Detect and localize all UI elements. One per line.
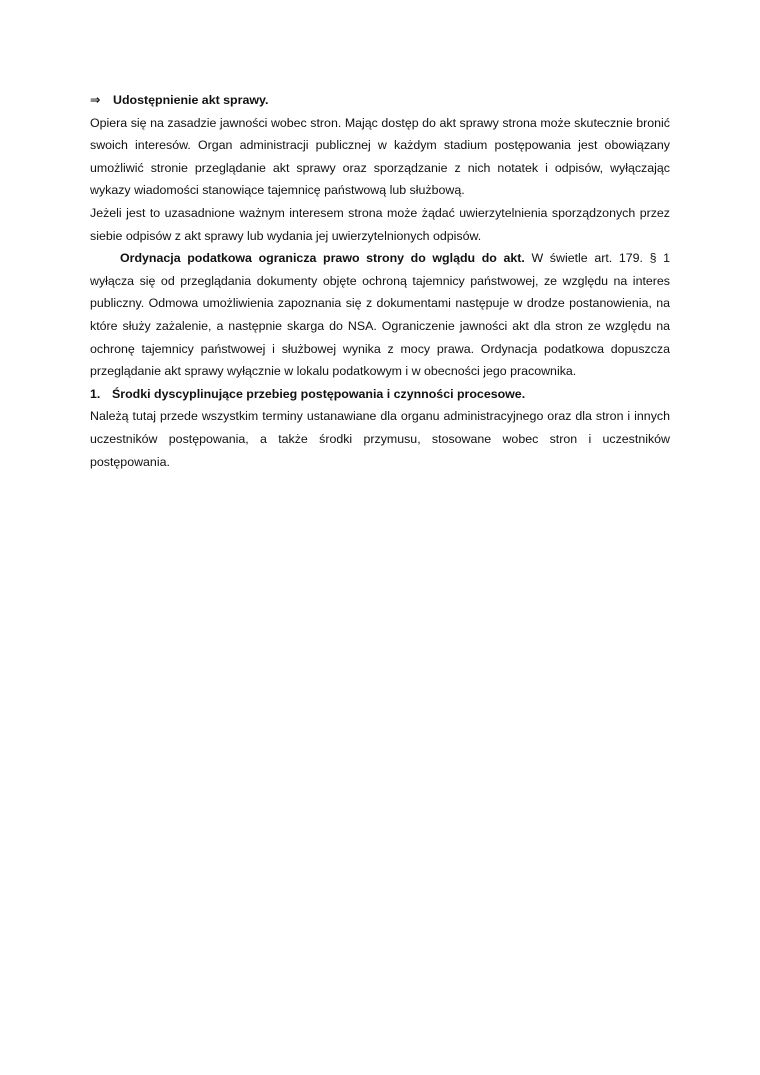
section-title: Udostępnienie akt sprawy. [113,93,269,107]
paragraph-tax-ordinance [90,247,670,383]
paragraph-text: W świetle art. 179. § 1 wyłącza się od przeglądania dokumenty objęte ochroną tajemnicy państwowej, ze względu na interes publiczny. Odmowa umożliwienia zapoznania się z dokumentami następuje w drodze postanowienia, na które służy zażalenie, a następnie skarga do NSA. Ograniczenie jawności akt dla stron ze względu na ochronę tajemnicy państwowej i służbowej wynika z mocy prawa. Ordynacja podatkowa dopuszcza przeglądanie akt sprawy wyłącznie w lokalu podatkowym i w obecności jego pracownika. [90,251,671,379]
section-number: 1. [90,386,101,401]
paragraph-certification: Jeżeli jest to uzasadnione ważnym interesem strona może żądać uwierzytelnienia sporządzonych przez siebie odpisów z akt sprawy lub wydania jej uwierzytelnionych odpisów. [90,205,670,243]
paragraph-openness: Opiera się na zasadzie jawności wobec stron. Mając dostęp do akt sprawy strona może skutecznie bronić swoich interesów. Organ administracji publicznej w każdym stadium postępowania jest obowiązany umożliwić stronie przeglądanie akt sprawy oraz sporządzanie z nich notatek i odpisów, wyłączając wykazy wiadomości stanowiące tajemnicę państwową lub służbową. [90,115,670,198]
section-heading-disciplinary-measures [90,383,670,406]
bold-lead-text: Ordynacja podatkowa ogranicza prawo strony do wglądu do akt. [120,251,525,266]
arrow-bullet-icon: ⇒ [90,93,101,107]
section-title: Środki dyscyplinujące przebieg postępowania i czynności procesowe. [112,386,526,401]
section-heading-access-to-files [90,89,670,112]
paragraph-deadlines: Należą tutaj przede wszystkim terminy ustanawiane dla organu administracyjnego oraz dla stron i innych uczestników postępowania, a także środki przymusu, stosowane wobec stron i uczestników postępowania. [90,409,670,469]
